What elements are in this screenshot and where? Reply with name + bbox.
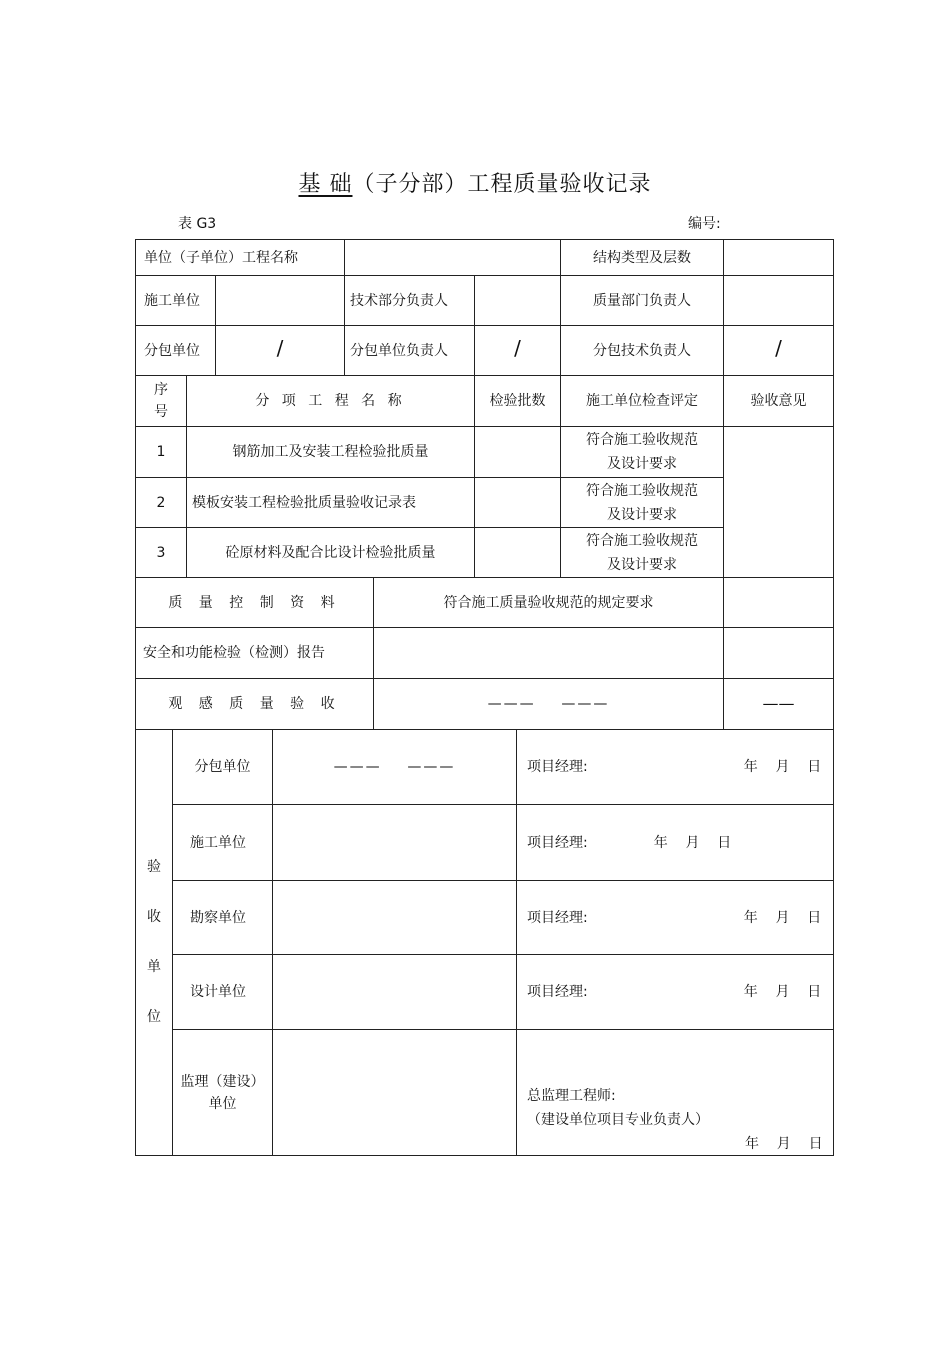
appearance-label: 观 感 质 量 验 收 bbox=[168, 696, 341, 712]
grid-line bbox=[833, 239, 834, 1156]
unit-date: 年 月 日 bbox=[743, 909, 822, 926]
quality-head-field[interactable] bbox=[724, 276, 833, 325]
seq-header-line-1: 序 bbox=[154, 382, 168, 398]
unit-name: 施工单位 bbox=[190, 834, 246, 851]
quality-control-value: 符合施工质量验收规范的规定要求 bbox=[443, 594, 654, 611]
row-eval-line-2: 及设计要求 bbox=[607, 506, 677, 523]
sub-tech-label: 分包技术负责人 bbox=[593, 342, 691, 359]
grid-line bbox=[135, 1155, 834, 1156]
page-title bbox=[0, 167, 950, 198]
unit-field[interactable] bbox=[273, 881, 516, 954]
row-eval-line-2: 及设计要求 bbox=[607, 556, 677, 573]
safety-report-label: 安全和功能检验（检测）报告 bbox=[143, 645, 325, 661]
acceptance-units-label bbox=[136, 842, 172, 1042]
row-eval-line-1: 符合施工验收规范 bbox=[586, 532, 698, 549]
title-rest: （子分部）工程质量验收记录 bbox=[352, 172, 652, 197]
appearance-value: ——— ——— bbox=[487, 696, 610, 712]
unit-role: 项目经理: bbox=[527, 984, 588, 1000]
project-name-field[interactable] bbox=[345, 240, 560, 275]
safety-report-opinion-field[interactable] bbox=[724, 628, 833, 678]
contractor-field[interactable] bbox=[216, 276, 344, 325]
quality-control-opinion-field[interactable] bbox=[724, 578, 833, 627]
row-eval-line-2: 及设计要求 bbox=[607, 456, 677, 472]
sub-head-value: / bbox=[514, 336, 521, 360]
unit-role: 项目经理: bbox=[527, 834, 588, 851]
supervision-date: 年 月 日 bbox=[745, 1136, 823, 1152]
check-eval-header: 施工单位检查评定 bbox=[586, 393, 698, 409]
title-main: 基 础 bbox=[298, 172, 353, 197]
supervision-name-line-1: 监理（建设） bbox=[180, 1073, 265, 1090]
row-item-name: 砼原材料及配合比设计检验批质量 bbox=[225, 544, 436, 561]
unit-role: 项目经理: bbox=[527, 909, 588, 926]
tech-head-field[interactable] bbox=[475, 276, 560, 325]
supervision-role-note: （建设单位项目专业负责人） bbox=[527, 1112, 709, 1128]
contractor-label: 施工单位 bbox=[144, 292, 200, 309]
row-eval-line-1: 符合施工验收规范 bbox=[586, 482, 698, 499]
row-eval-line-1: 符合施工验收规范 bbox=[586, 432, 698, 448]
structure-type-label: 结构类型及层数 bbox=[593, 249, 691, 266]
unit-name: 勘察单位 bbox=[190, 909, 246, 926]
sub-head-label: 分包单位负责人 bbox=[350, 342, 448, 359]
acceptance-units-char: 验 bbox=[147, 859, 161, 875]
appearance-opinion: —— bbox=[762, 694, 795, 713]
project-name-label: 单位（子单位）工程名称 bbox=[144, 249, 298, 266]
row-batch-count[interactable] bbox=[475, 478, 560, 527]
unit-name: 设计单位 bbox=[190, 984, 246, 1000]
unit-date: 年 月 日 bbox=[653, 834, 732, 851]
quality-head-label: 质量部门负责人 bbox=[593, 292, 691, 309]
form-number: 表 G3 bbox=[178, 216, 217, 232]
row-number: 1 bbox=[156, 444, 166, 460]
row-item-name: 模板安装工程检验批质量验收记录表 bbox=[192, 494, 416, 511]
row-batch-count[interactable] bbox=[475, 528, 560, 577]
acceptance-units-char: 单 bbox=[147, 959, 161, 975]
sub-tech-value: / bbox=[775, 336, 782, 360]
supervision-role: 总监理工程师: bbox=[527, 1088, 616, 1104]
row-check-eval bbox=[561, 528, 723, 577]
acceptance-units-char: 位 bbox=[147, 1009, 161, 1025]
structure-type-field[interactable] bbox=[724, 240, 833, 275]
acceptance-opinion-header: 验收意见 bbox=[750, 393, 807, 409]
row-number: 3 bbox=[156, 544, 166, 561]
subcontractor-label: 分包单位 bbox=[144, 342, 200, 359]
safety-report-field[interactable] bbox=[374, 628, 723, 678]
item-name-header: 分 项 工 程 名 称 bbox=[255, 393, 406, 409]
acceptance-units-char: 收 bbox=[147, 909, 161, 925]
unit-field[interactable] bbox=[273, 955, 516, 1029]
unit-date: 年 月 日 bbox=[743, 759, 822, 775]
serial-number-label: 编号: bbox=[688, 216, 721, 232]
quality-control-label: 质 量 控 制 资 料 bbox=[168, 594, 341, 611]
seq-header-line-2: 号 bbox=[154, 404, 168, 420]
row-item-name: 钢筋加工及安装工程检验批质量 bbox=[232, 444, 429, 460]
seq-header bbox=[136, 376, 186, 426]
items-acceptance-opinion-field[interactable] bbox=[724, 427, 833, 577]
unit-name: 分包单位 bbox=[194, 759, 251, 775]
row-check-eval bbox=[561, 478, 723, 527]
row-batch-count[interactable] bbox=[475, 427, 560, 477]
supervision-field[interactable] bbox=[273, 1030, 516, 1155]
unit-role: 项目经理: bbox=[527, 759, 588, 775]
unit-date: 年 月 日 bbox=[743, 984, 822, 1000]
subcontractor-value: / bbox=[276, 336, 284, 360]
row-check-eval bbox=[561, 427, 723, 477]
tech-head-label: 技术部分负责人 bbox=[350, 292, 448, 309]
supervision-unit-name bbox=[173, 1030, 272, 1155]
batch-count-header: 检验批数 bbox=[489, 393, 546, 409]
unit-value: ——— ——— bbox=[333, 759, 456, 775]
row-number: 2 bbox=[156, 494, 166, 511]
supervision-name-line-2: 单位 bbox=[208, 1095, 237, 1112]
unit-field[interactable] bbox=[273, 805, 516, 880]
